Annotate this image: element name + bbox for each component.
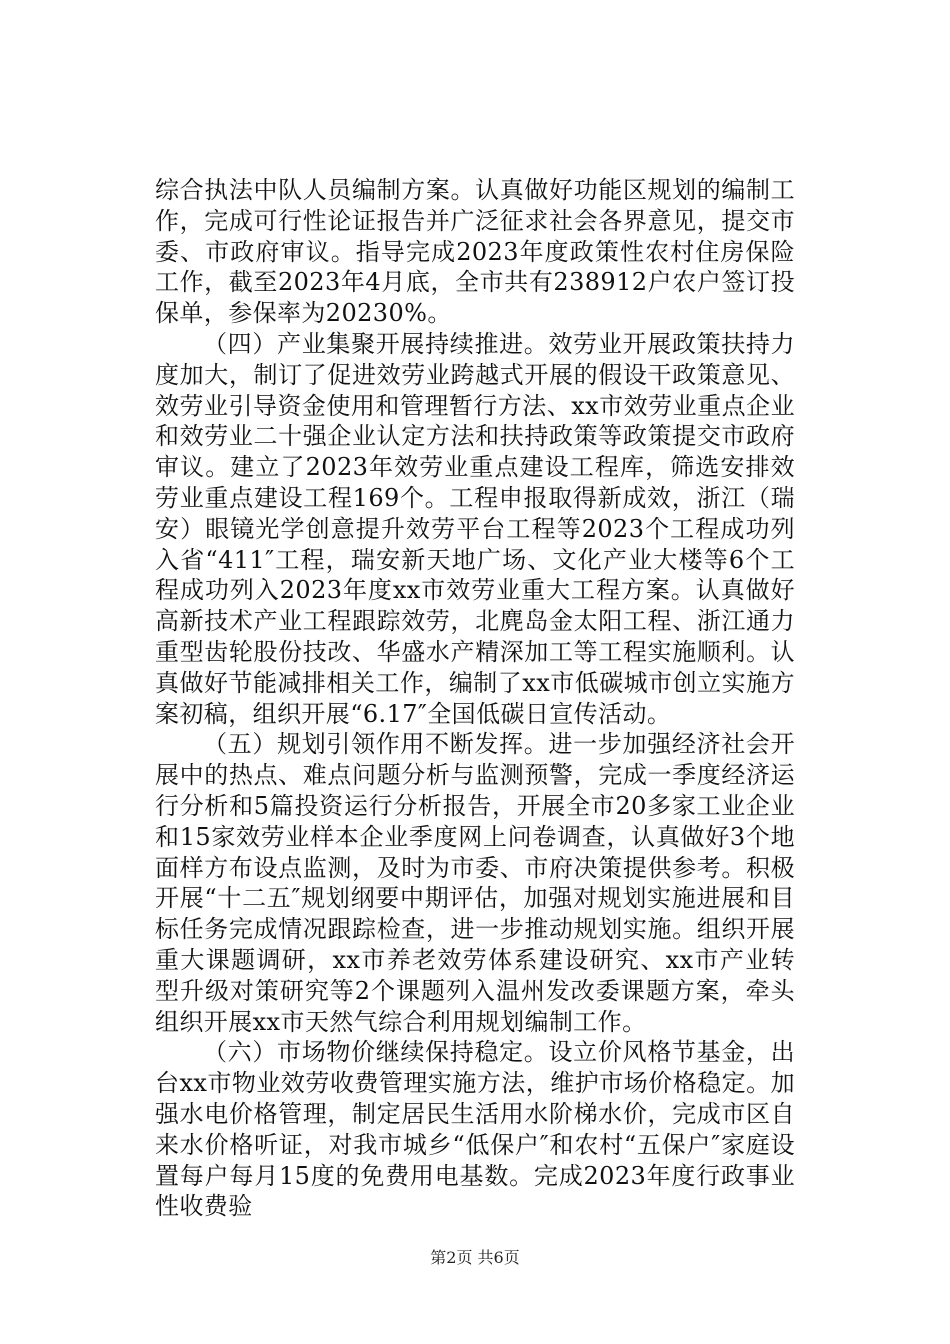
paragraph-1: 综合执法中队人员编制方案。认真做好功能区规划的编制工作，完成可行性论证报告并广泛征求社会各界意见，提交市委、市政府审议。指导完成2023年度政策性农村住房保险工作，截至2023年4月底，全市共有238912户农户签订投保单，参保率为20230%。 (155, 176, 795, 328)
page-number-footer: 第2页 共6页 (430, 1248, 520, 1267)
paragraph-4-section-six: （六）市场物价继续保持稳定。设立价风格节基金，出台xx市物业效劳收费管理实施方法，维护市场价格稳定。加强水电价格管理，制定居民生活用水阶梯水价，完成市区自来水价格听证，对我市城乡“低保户″和农村“五保户″家庭设置每户每月15度的免费用电基数。完成2023年度行政事业性收费验 (155, 1038, 795, 1221)
document-body (155, 175, 795, 1222)
paragraph-3-section-five: （五）规划引领作用不断发挥。进一步加强经济社会开展中的热点、难点问题分析与监测预警，完成一季度经济运行分析和5篇投资运行分析报告，开展全市20多家工业企业和15家效劳业样本企业季度网上问卷调查，认真做好3个地面样方布设点监测，及时为市委、市府决策提供参考。积极开展“十二五″规划纲要中期评估，加强对规划实施进展和目标任务完成情况跟踪检查，进一步推动规划实施。组织开展重大课题调研，xx市养老效劳体系建设研究、xx市产业转型升级对策研究等2个课题列入温州发改委课题方案，牵头组织开展xx市天然气综合利用规划编制工作。 (155, 730, 795, 1036)
paragraph-2-section-four: （四）产业集聚开展持续推进。效劳业开展政策扶持力度加大，制订了促进效劳业跨越式开展的假设干政策意见、效劳业引导资金使用和管理暂行方法、xx市效劳业重点企业和效劳业二十强企业认定方法和扶持政策等政策提交市政府审议。建立了2023年效劳业重点建设工程库，筛选安排效劳业重点建设工程169个。工程申报取得新成效，浙江（瑞安）眼镜光学创意提升效劳平台工程等2023个工程成功列入省“411″工程，瑞安新天地广场、文化产业大楼等6个工程成功列入2023年度xx市效劳业重大工程方案。认真做好高新技术产业工程跟踪效劳，北麂岛金太阳工程、浙江通力重型齿轮股份技改、华盛水产精深加工等工程实施顺利。认真做好节能减排相关工作，编制了xx市低碳城市创立实施方案初稿，组织开展“6.17″全国低碳日宣传活动。 (155, 329, 795, 728)
